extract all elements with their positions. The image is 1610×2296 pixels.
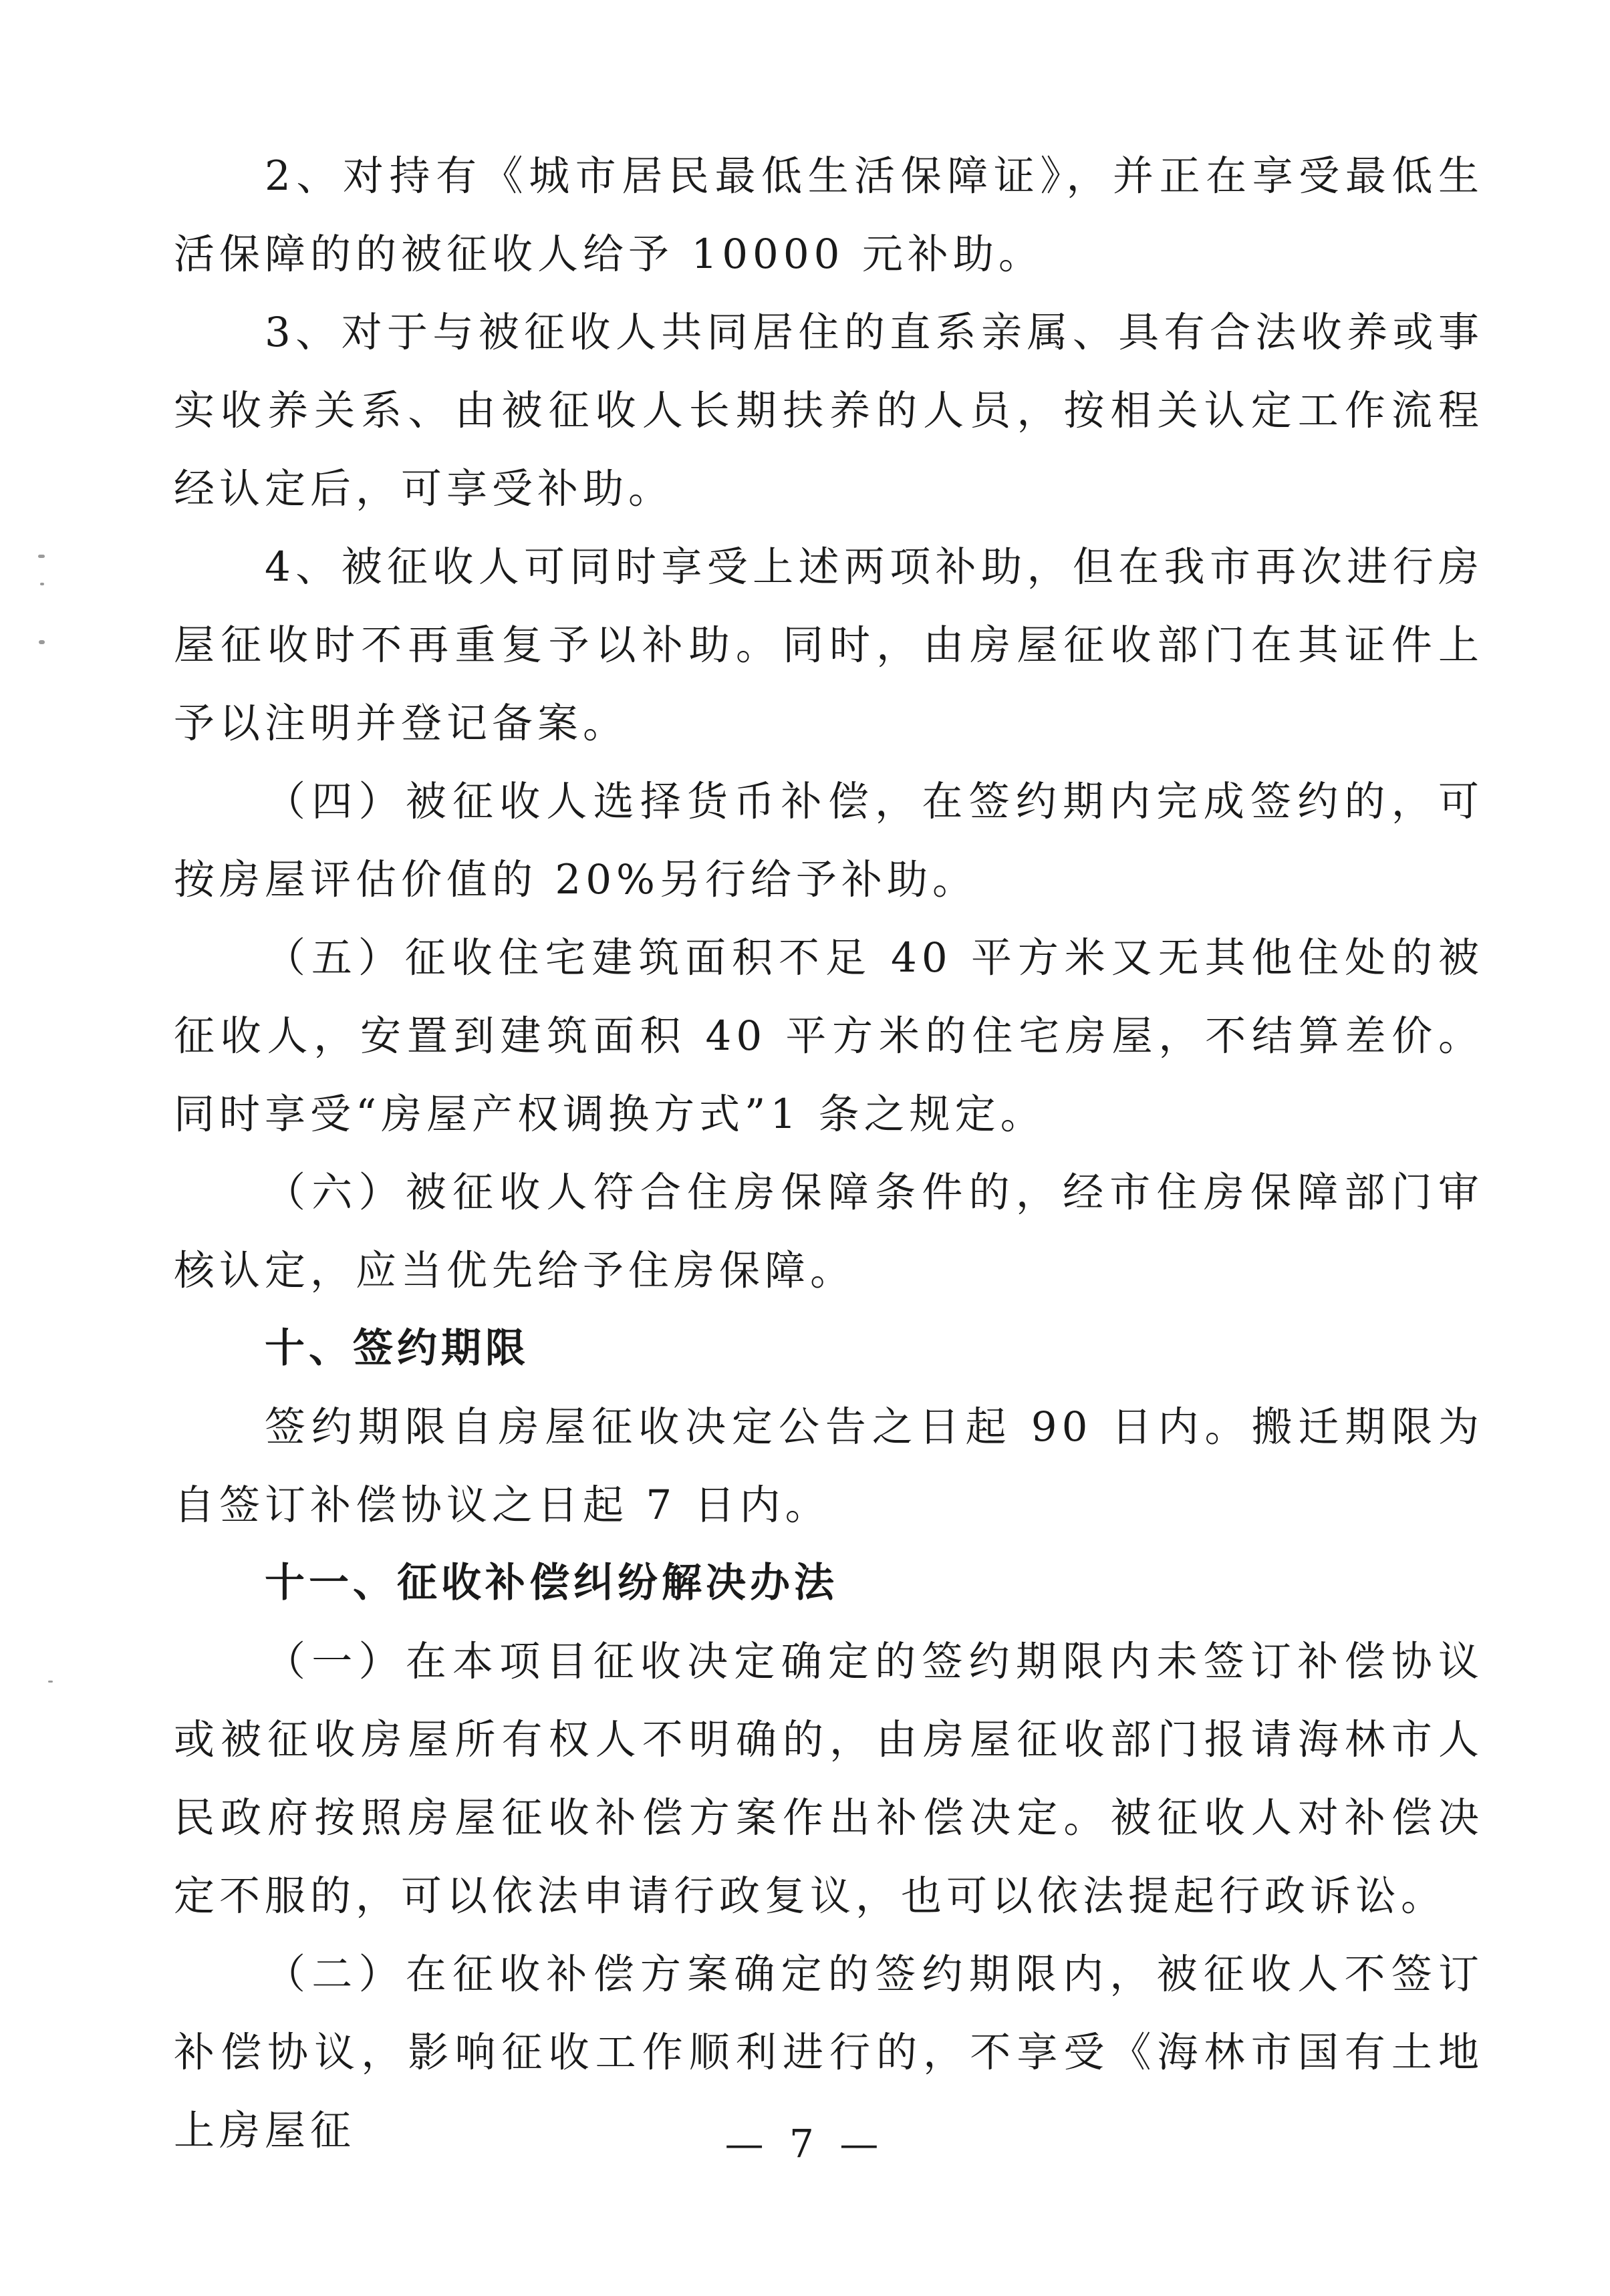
- paragraph-subsidy-3: 3、对于与被征收人共同居住的直系亲属、具有合法收养或事实收养关系、由被征收人长期扶养的人员，按相关认定工作流程经认定后，可享受补助。: [174, 309, 1484, 513]
- paragraph-subsidy-4: 4、被征收人可同时享受上述两项补助，但在我市再次进行房屋征收时不再重复予以补助。同时，由房屋征收部门在其证件上予以注明并登记备案。: [174, 543, 1484, 747]
- scan-mark: [39, 640, 45, 644]
- paragraph-signing-period: 签约期限自房屋征收决定公告之日起 90 日内。搬迁期限为自签订补偿协议之日起 7 日内。: [174, 1403, 1484, 1529]
- paragraph-dispute-1: （一）在本项目征收决定确定的签约期限内未签订补偿协议或被征收房屋所有权人不明确的，由房屋征收部门报请海林市人民政府按照房屋征收补偿方案作出补偿决定。被征收人对补偿决定不服的，可以依法申请行政复议，也可以依法提起行政诉讼。: [174, 1638, 1484, 1920]
- paragraph-subsidy-2: 2、对持有《城市居民最低生活保障证》，并正在享受最低生活保障的的被征收人给予 10000 元补助。: [174, 152, 1484, 278]
- page-number: — 7 —: [724, 2121, 886, 2166]
- paragraph-item-5: （五）征收住宅建筑面积不足 40 平方米又无其他住处的被征收人，安置到建筑面积 40 平方米的住宅房屋，不结算差价。同时享受“房屋产权调换方式”1 条之规定。: [174, 934, 1484, 1138]
- section-heading-dispute-resolution: 十一、征收补偿纠纷解决办法: [265, 1560, 838, 1606]
- section-heading-signing-period: 十、签约期限: [265, 1325, 529, 1372]
- document-body: [174, 137, 1484, 2170]
- scan-mark: [48, 1681, 53, 1683]
- paragraph-item-4: （四）被征收人选择货币补偿，在签约期内完成签约的，可按房屋评估价值的 20%另行给予补助。: [174, 778, 1484, 903]
- scan-mark: [40, 583, 44, 585]
- scan-mark: [38, 555, 45, 558]
- paragraph-dispute-2: （二）在征收补偿方案确定的签约期限内，被征收人不签订补偿协议，影响征收工作顺利进行的，不享受《海林市国有土地上房屋征: [174, 1951, 1484, 2154]
- paragraph-item-6: （六）被征收人符合住房保障条件的，经市住房保障部门审核认定，应当优先给予住房保障。: [174, 1169, 1484, 1294]
